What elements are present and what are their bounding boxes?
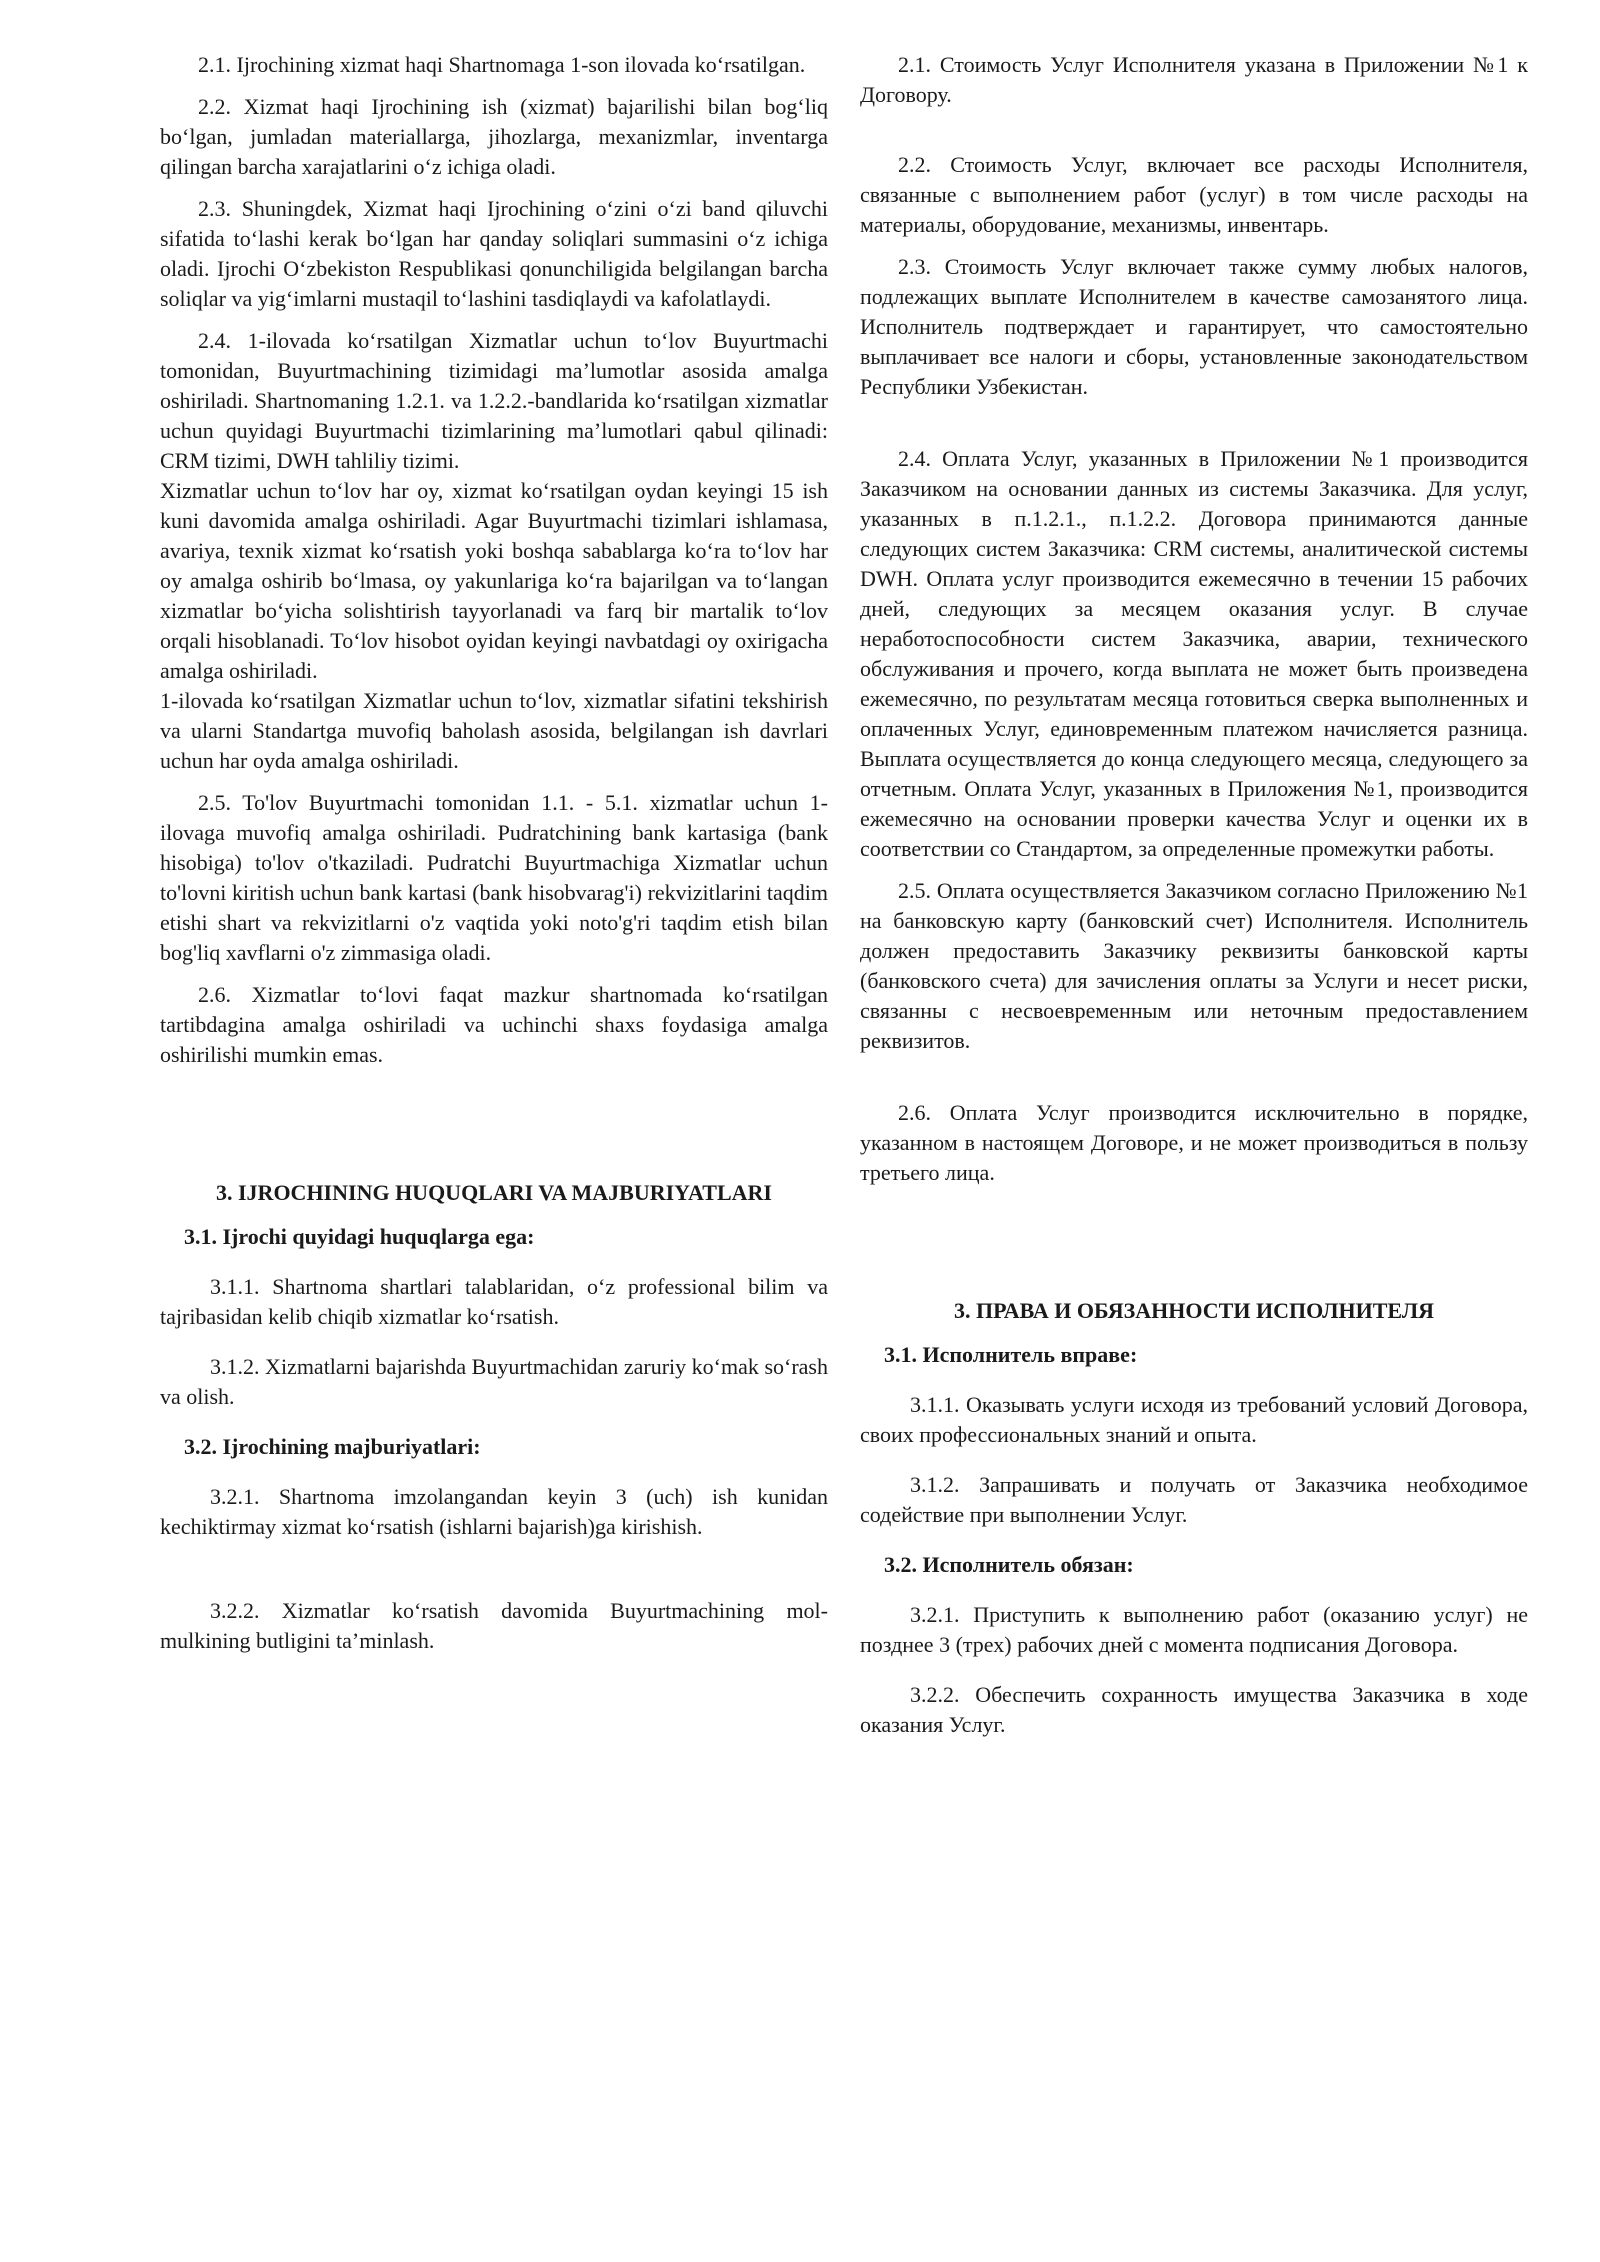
russian-column [860, 50, 1528, 1740]
uzbek-column [160, 50, 828, 1656]
uz-clause-2-6: 2.6. Xizmatlar to‘lovi faqat mazkur shartnomada ko‘rsatilgan tartibdagina amalga oshiriladi va uchinchi shaxs foydasiga amalga oshirilishi mumkin emas. [160, 982, 828, 1067]
uz-clause-2-4: 2.4. 1-ilovada ko‘rsatilgan Xizmatlar uchun to‘lov Buyurtmachi tomonidan, Buyurtmachining tizimidagi ma’lumotlar asosida amalga oshiriladi. Shartnomaning 1.2.1. va 1.2.2.-bandlarida ko‘rsatilgan xizmatlar uchun quyidagi Buyurtmachi tizimlarining ma’lumotlari qabul qilinadi: CRM tizimi, DWH tahliliy tizimi. [160, 328, 828, 473]
ru-clause-2-5: 2.5. Оплата осуществляется Заказчиком согласно Приложению №1 на банковскую карту (банковский счет) Исполнителя. Исполнитель должен предоставить Заказчику реквизиты банковской карты (банковского счета) для зачисления оплаты за Услуги и несет риски, связанны с несвоевременным или неточным предоставлением реквизитов. [860, 878, 1528, 1053]
ru-clause-3-2-2: 3.2.2. Обеспечить сохранность имущества Заказчика в ходе оказания Услуг. [860, 1682, 1528, 1737]
ru-clause-2-4: 2.4. Оплата Услуг, указанных в Приложении №1 производится Заказчиком на основании данных из системы Заказчика. Для услуг, указанных в п.1.2.1., п.1.2.2. Договора принимаются данные следующих систем Заказчика: CRM системы, аналитической системы DWH. Оплата услуг производится ежемесячно в течении 15 рабочих дней, следующих за месяцем оказания услуг. В случае неработоспособности систем Заказчика, аварии, технического обслуживания и прочего, когда выплата не может быть произведена ежемесячно, по результатам месяца готовиться сверка выполненных и оплаченных Услуг, единовременным платежом начисляется разница. Выплата осуществляется до конца следующего месяца, следующего за отчетным. Оплата Услуг, указанных в Приложения №1, производится ежемесячно на основании проверки качества Услуг и оценки их в соответствии со Стандартом, за определенные промежутки работы. [860, 446, 1528, 861]
uz-clause-2-1: 2.1. Ijrochining xizmat haqi Shartnomaga 1-son ilovada ko‘rsatilgan. [198, 52, 806, 77]
ru-clause-3-1-1: 3.1.1. Оказывать услуги исходя из требований условий Договора, своих профессиональных знаний и опыта. [860, 1392, 1528, 1447]
ru-subsection-3-2-heading: 3.2. Исполнитель обязан: [884, 1552, 1134, 1577]
uz-clause-3-1-2: 3.1.2. Xizmatlarni bajarishda Buyurtmachidan zaruriy ko‘mak so‘rash va olish. [160, 1354, 828, 1409]
ru-section-3-heading: 3. ПРАВА И ОБЯЗАННОСТИ ИСПОЛНИТЕЛЯ [953, 1298, 1435, 1323]
ru-clause-3-2-1: 3.2.1. Приступить к выполнению работ (оказанию услуг) не позднее 3 (трех) рабочих дней с момента подписания Договора. [860, 1602, 1528, 1657]
uz-clause-2-5: 2.5. To'lov Buyurtmachi tomonidan 1.1. - 5.1. xizmatlar uchun 1-ilovaga muvofiq amalga oshiriladi. Pudratchining bank kartasiga (bank hisobiga) to'lov o'tkaziladi. Pudratchi Buyurtmachiga Xizmatlar uchun to'lovni kiritish uchun bank kartasi (bank hisobvarag'i) rekvizitlarini taqdim etishi shart va rekvizitlarni o'z vaqtida yoki noto'g'ri taqdim etish bilan bog'liq xavflarni o'z zimmasiga oladi. [160, 790, 828, 965]
uz-clause-2-4-quality: 1-ilovada ko‘rsatilgan Xizmatlar uchun to‘lov, xizmatlar sifatini tekshirish va ularni Standartga muvofiq baholash asosida, belgilangan ish davrlari uchun har oyda amalga oshiriladi. [160, 688, 828, 773]
uz-clause-3-1-1: 3.1.1. Shartnoma shartlari talablaridan, o‘z professional bilim va tajribasidan kelib chiqib xizmatlar ko‘rsatish. [160, 1274, 828, 1329]
ru-subsection-3-1-heading: 3.1. Исполнитель вправе: [884, 1342, 1138, 1367]
ru-clause-2-3: 2.3. Стоимость Услуг включает также сумму любых налогов, подлежащих выплате Исполнителем в качестве самозанятого лица. Исполнитель подтверждает и гарантирует, что самостоятельно выплачивает все налоги и сборы, установленные законодательством Республики Узбекистан. [860, 254, 1528, 399]
ru-clause-3-1-2: 3.1.2. Запрашивать и получать от Заказчика необходимое содействие при выполнении Услуг. [860, 1472, 1528, 1527]
uz-clause-2-3: 2.3. Shuningdek, Xizmat haqi Ijrochining o‘zini o‘zi band qiluvchi sifatida to‘lashi kerak bo‘lgan har qanday soliqlari summasini o‘z ichiga oladi. Ijrochi O‘zbekiston Respublikasi qonunchiligida belgilangan barcha soliqlar va yig‘imlarni mustaqil to‘lashini tasdiqlaydi va kafolatlaydi. [160, 196, 828, 311]
ru-clause-2-6: 2.6. Оплата Услуг производится исключительно в порядке, указанном в настоящем Договоре, и не может производиться в пользу третьего лица. [860, 1100, 1528, 1185]
uz-clause-3-2-2: 3.2.2. Xizmatlar ko‘rsatish davomida Buyurtmachining mol-mulkining butligini ta’minlash. [160, 1598, 828, 1653]
uz-clause-2-2: 2.2. Xizmat haqi Ijrochining ish (xizmat) bajarilishi bilan bog‘liq bo‘lgan, jumladan materiallarga, jihozlarga, mexanizmlar, inventarga qilingan barcha xarajatlarini o‘z ichiga oladi. [160, 94, 828, 179]
uz-clause-2-4-payment: Xizmatlar uchun to‘lov har oy, xizmat ko‘rsatilgan oydan keyingi 15 ish kuni davomida amalga oshiriladi. Agar Buyurtmachi tizimlari ishlamasa, avariya, texnik xizmat ko‘rsatish yoki boshqa sabablarga ko‘ra to‘lov har oy amalga oshirib bo‘lmasa, oy yakunlariga ko‘ra bajarilgan va to‘langan xizmatlar bo‘yicha solishtirish tayyorlanadi va farq bir martalik to‘lov orqali hisoblanadi. To‘lov hisobot oyidan keyingi navbatdagi oy oxirigacha amalga oshiriladi. [160, 478, 828, 683]
ru-clause-2-1: 2.1. Стоимость Услуг Исполнителя указана в Приложении №1 к Договору. [860, 52, 1528, 107]
uz-clause-3-2-1: 3.2.1. Shartnoma imzolangandan keyin 3 (uch) ish kunidan kechiktirmay xizmat ko‘rsatish (ishlarni bajarish)ga kirishish. [160, 1484, 828, 1539]
uz-subsection-3-1-heading: 3.1. Ijrochi quyidagi huquqlarga ega: [184, 1224, 535, 1249]
ru-clause-2-2: 2.2. Стоимость Услуг, включает все расходы Исполнителя, связанные с выполнением работ (услуг) в том числе расходы на материалы, оборудование, механизмы, инвентарь. [860, 152, 1528, 237]
uz-section-3-heading: 3. IJROCHINING HUQUQLARI VA MAJBURIYATLARI [216, 1180, 772, 1205]
uz-subsection-3-2-heading: 3.2. Ijrochining majburiyatlari: [184, 1434, 481, 1459]
